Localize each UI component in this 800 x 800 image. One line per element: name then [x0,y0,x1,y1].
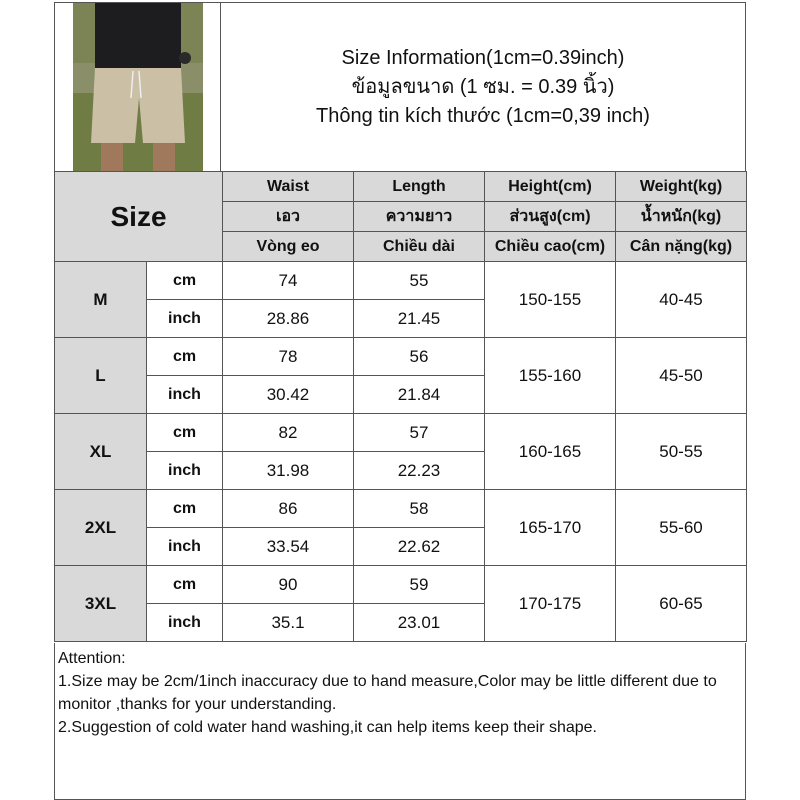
waist-cm: 90 [223,566,354,604]
unit-cm: cm [147,490,223,528]
size-header-cell: Size [55,172,223,262]
unit-cm: cm [147,566,223,604]
col-waist-th: เอว [223,202,354,232]
unit-inch: inch [147,376,223,414]
size-label: L [55,338,147,414]
title-vietnamese: Thông tin kích thước (1cm=0,39 inch) [316,104,650,127]
product-photo [55,3,221,171]
unit-cm: cm [147,414,223,452]
length-inch: 21.45 [354,300,485,338]
length-inch: 22.62 [354,528,485,566]
unit-inch: inch [147,452,223,490]
attention-note [54,643,746,800]
col-waist-vi: Vòng eo [223,232,354,262]
waist-inch: 31.98 [223,452,354,490]
height-range: 150-155 [485,262,616,338]
waist-cm: 82 [223,414,354,452]
length-inch: 21.84 [354,376,485,414]
size-label: M [55,262,147,338]
waist-inch: 35.1 [223,604,354,642]
height-range: 165-170 [485,490,616,566]
unit-cm: cm [147,262,223,300]
note-line-1: 1.Size may be 2cm/1inch inaccuracy due to hand measure,Color may be little different due to monitor ,thanks for your understanding. [58,673,717,713]
waist-cm: 86 [223,490,354,528]
waist-cm: 74 [223,262,354,300]
note-heading: Attention: [58,650,126,667]
table-row [55,490,747,528]
unit-cm: cm [147,338,223,376]
waist-inch: 30.42 [223,376,354,414]
height-range: 155-160 [485,338,616,414]
col-length-th: ความยาว [354,202,485,232]
col-height-en: Height(cm) [485,172,616,202]
col-height-th: ส่วนสูง(cm) [485,202,616,232]
table-row [55,414,747,452]
unit-inch: inch [147,528,223,566]
size-label: 3XL [55,566,147,642]
title-thai: ข้อมูลขนาด (1 ซม. = 0.39 นิ้ว) [351,75,615,98]
size-label: XL [55,414,147,490]
col-weight-th: น้ำหนัก(kg) [616,202,747,232]
col-weight-vi: Cân nặng(kg) [616,232,747,262]
length-cm: 56 [354,338,485,376]
table-row [55,262,747,300]
waist-inch: 33.54 [223,528,354,566]
weight-range: 60-65 [616,566,747,642]
size-info-header [54,2,746,171]
height-range: 170-175 [485,566,616,642]
length-cm: 58 [354,490,485,528]
length-cm: 59 [354,566,485,604]
unit-inch: inch [147,604,223,642]
unit-inch: inch [147,300,223,338]
col-height-vi: Chiều cao(cm) [485,232,616,262]
note-line-2: 2.Suggestion of cold water hand washing,it can help items keep their shape. [58,719,597,736]
weight-range: 55-60 [616,490,747,566]
col-weight-en: Weight(kg) [616,172,747,202]
col-length-en: Length [354,172,485,202]
weight-range: 45-50 [616,338,747,414]
waist-inch: 28.86 [223,300,354,338]
length-inch: 23.01 [354,604,485,642]
title-english: Size Information(1cm=0.39inch) [341,46,625,69]
size-label: 2XL [55,490,147,566]
length-cm: 57 [354,414,485,452]
weight-range: 50-55 [616,414,747,490]
col-waist-en: Waist [223,172,354,202]
length-inch: 22.23 [354,452,485,490]
size-table [54,171,747,642]
waist-cm: 78 [223,338,354,376]
length-cm: 55 [354,262,485,300]
height-range: 160-165 [485,414,616,490]
product-photo-illustration [73,3,203,171]
table-row [55,338,747,376]
table-row [55,566,747,604]
col-length-vi: Chiều dài [354,232,485,262]
weight-range: 40-45 [616,262,747,338]
